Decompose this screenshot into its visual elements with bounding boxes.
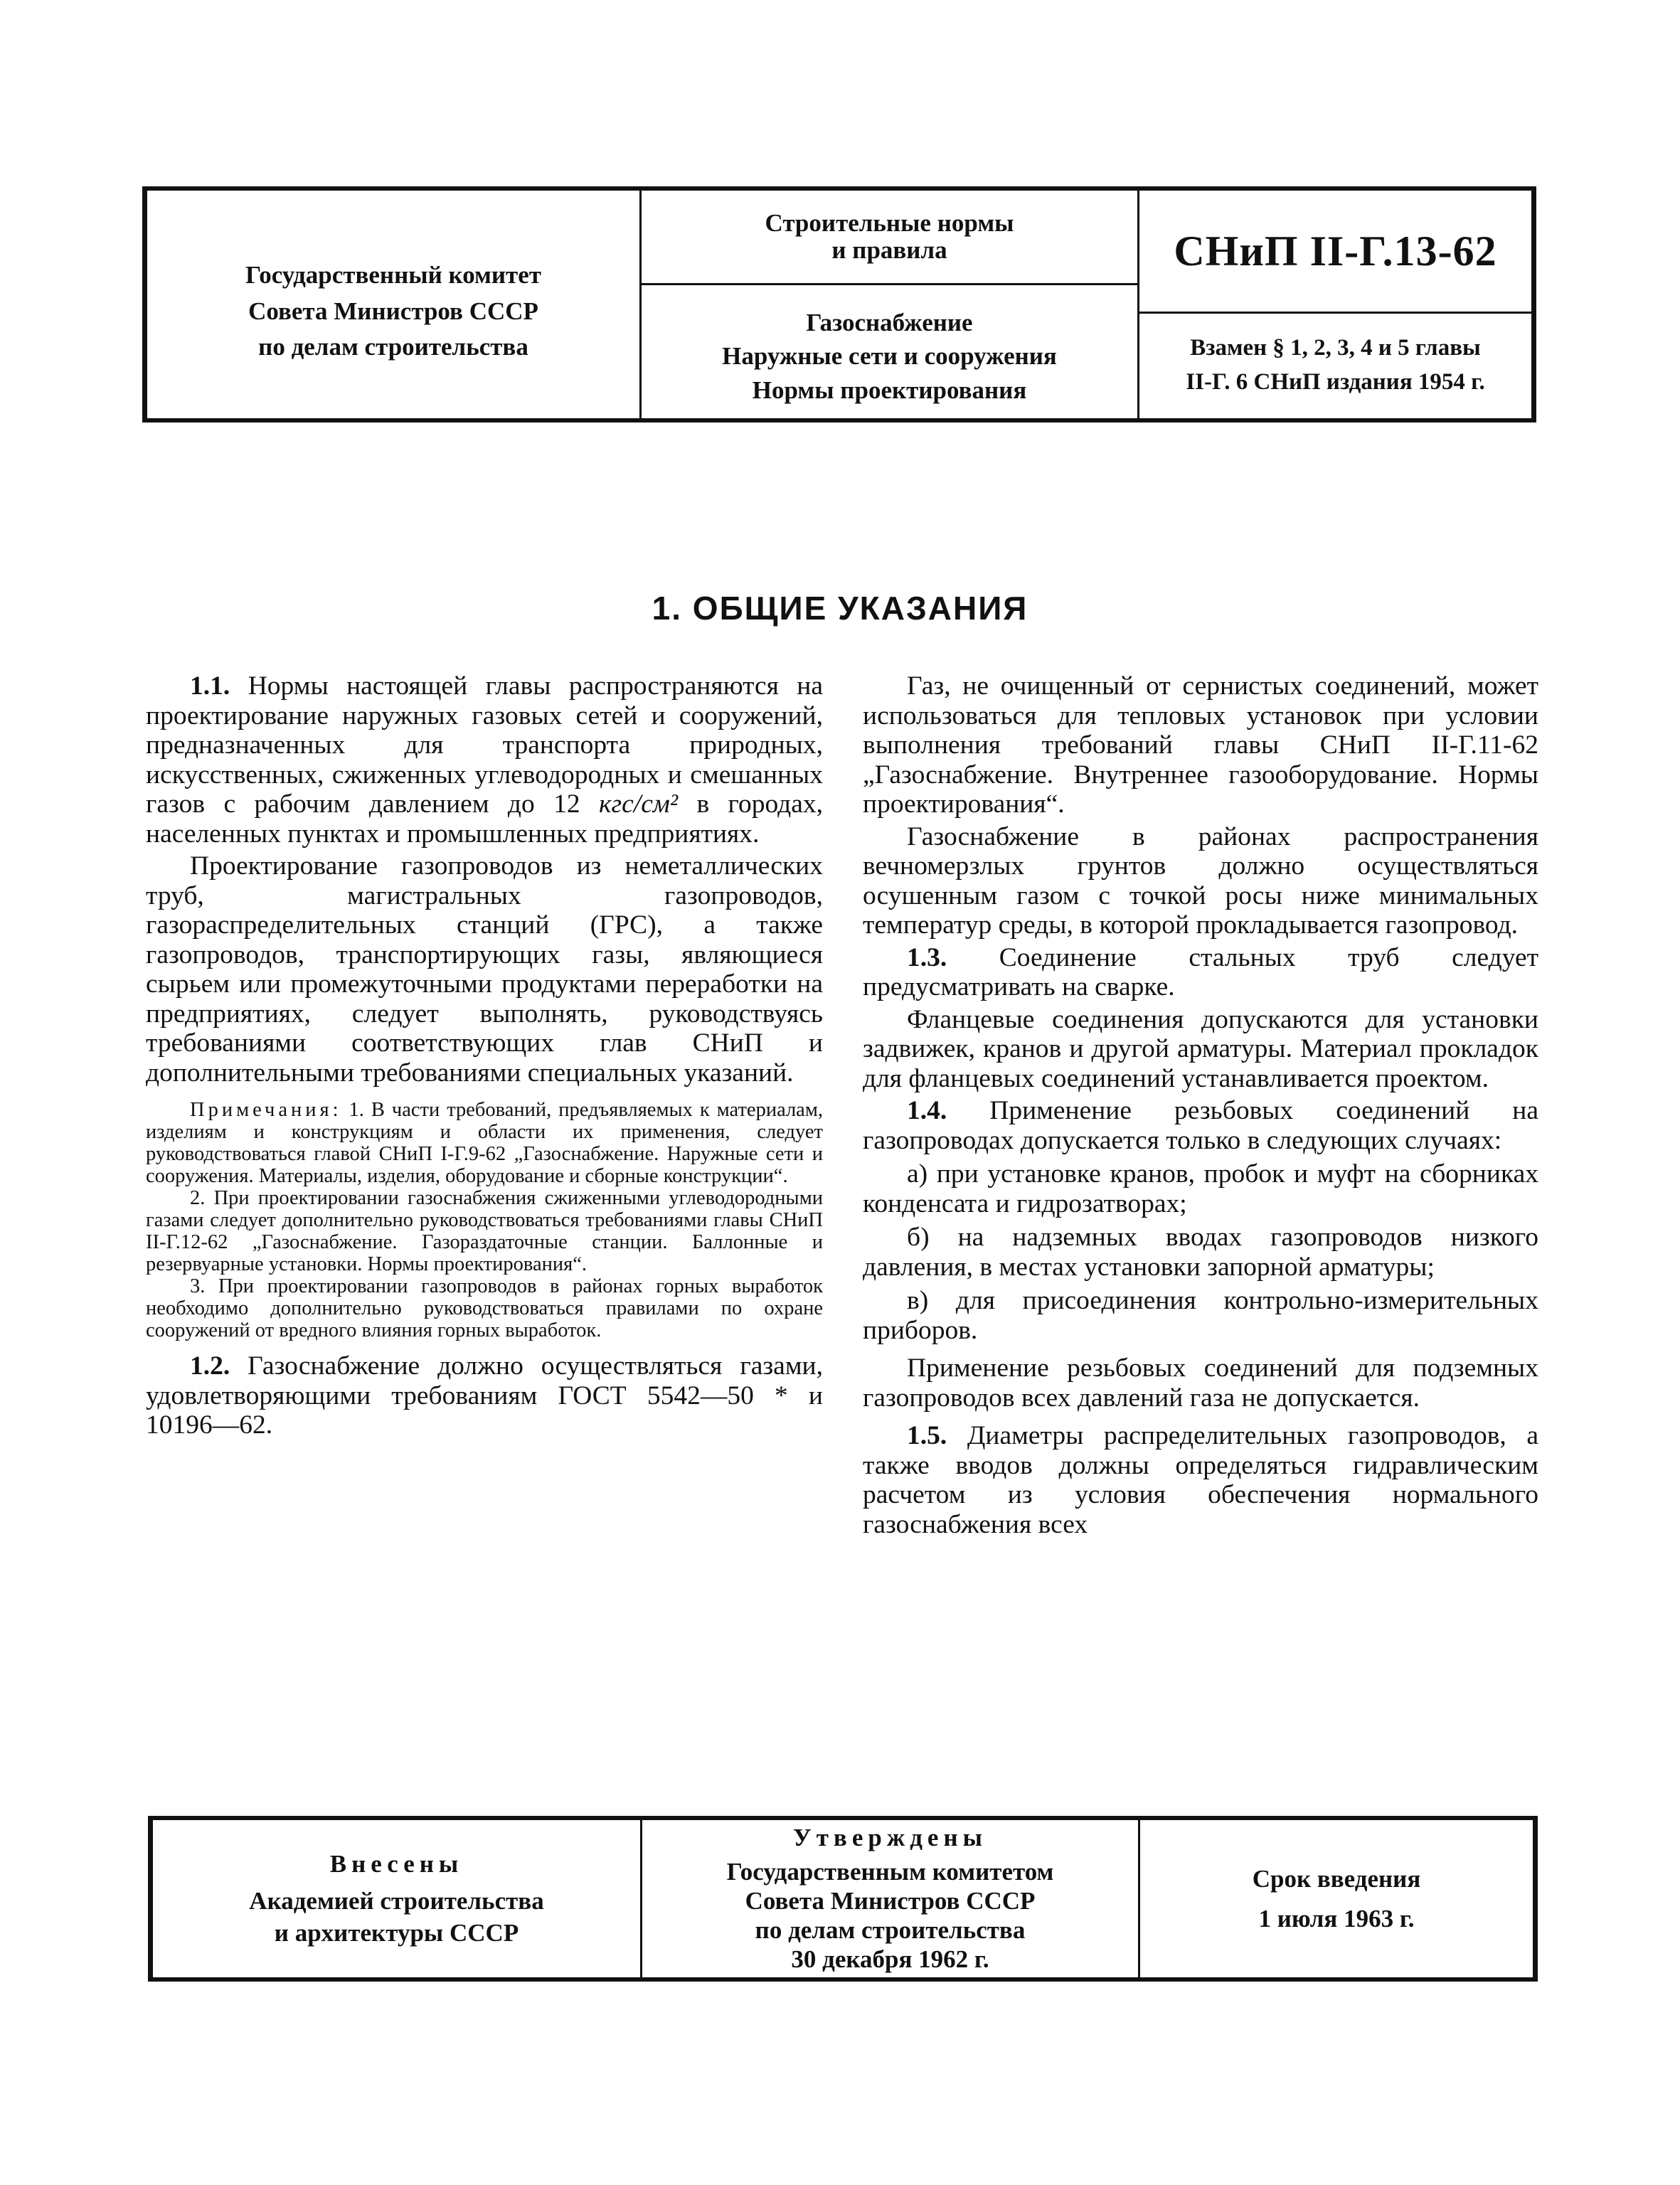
doc-type-line: Строительные нормы [765, 208, 1014, 237]
clause-text: Газоснабжение должно осуществляться газами, удовлетворяющими требованиям ГОСТ 5542—50 * и 10196—62. [146, 1351, 823, 1440]
right-column [863, 671, 1538, 1539]
submitted-by-cell [153, 1820, 640, 1977]
notes-label: Примечания: [190, 1099, 342, 1121]
paragraph: Фланцевые соединения допускаются для установки задвижек, кранов и другой арматуры. Материал прокладок для фланцевых соединений устанавливается проектом. [863, 1004, 1538, 1093]
clause-1-4 [863, 1096, 1538, 1155]
effective-label: Срок введения [1252, 1864, 1421, 1893]
clause-1-1 [146, 671, 823, 849]
note-3: 3. При проектировании газопроводов в районах горных выработок необходимо дополнительно руководствоваться правилами по охране сооружений от вредного влияния горных выработок. [146, 1275, 823, 1341]
clause-1-5 [863, 1421, 1538, 1539]
paragraph: Применение резьбовых соединений для подземных газопроводов всех давлений газа не допускается. [863, 1354, 1538, 1413]
document-subject [642, 296, 1137, 417]
document-code-cell [1139, 191, 1531, 312]
clause-number: 1.2. [190, 1351, 230, 1381]
clause-1-2 [146, 1351, 823, 1440]
note-text: 1. В части требований, предъявляемых к материалам, изделиям и конструкциям и области их применения, следует руководствоваться главой СНиП I-Г.9-62 „Газоснабжение. Наружные сети и сооружения. Материалы, изделия, оборудование и сборные конструкции“. [146, 1099, 823, 1187]
doc-type-line: и правила [831, 236, 947, 264]
replaces-line: Взамен § 1, 2, 3, 4 и 5 главы [1190, 335, 1481, 361]
effective-date-cell [1140, 1820, 1533, 1977]
section-title: 1. ОБЩИЕ УКАЗАНИЯ [652, 590, 1028, 627]
subject-line: Наружные сети и сооружения [722, 342, 1057, 371]
replaces-line: II-Г. 6 СНиП издания 1954 г. [1186, 369, 1485, 395]
paragraph: Газ, не очищенный от сернистых соединений, может использоваться для тепловых установок при условии выполнения требований главы СНиП II-Г.11-62 „Газоснабжение. Внутреннее газооборудование. Нормы проектирования“. [863, 671, 1538, 819]
authority-line: Государственный комитет [245, 260, 541, 289]
replaces-cell [1139, 314, 1531, 418]
document-code: СНиП II-Г.13-62 [1174, 227, 1497, 275]
approved-line: по делам строительства [755, 1916, 1026, 1945]
subject-line: Газоснабжение [806, 309, 973, 337]
clause-number: 1.5. [907, 1421, 947, 1450]
clause-number: 1.1. [190, 671, 230, 701]
list-item: в) для присоединения контрольно-измерительных приборов. [863, 1286, 1538, 1345]
authority-line: Совета Министров СССР [248, 297, 538, 325]
list-item: б) на надземных вводах газопроводов низкого давления, в местах установки запорной арматуры; [863, 1223, 1538, 1282]
clause-text: Нормы настоящей главы распространяются на проектирование наружных газовых сетей и сооружений, предназначенных для транспорта природных, искусственных, сжиженных углеводородных и смешанных газов с рабочим давлением до 12 [146, 671, 823, 819]
issuing-authority [147, 205, 639, 418]
document-type [642, 198, 1137, 276]
approved-line: Государственным комитетом [726, 1857, 1054, 1886]
header-divider-mid [642, 283, 1137, 285]
approved-line: Совета Министров СССР [745, 1886, 1036, 1915]
submitted-label: Внесены [329, 1850, 464, 1878]
paragraph: Проектирование газопроводов из неметаллических труб, магистральных газопроводов, газораспределительных станций (ГРС), а также газопроводов, транспортирующих газы, являющиеся сырьем или промежуточными продуктами переработки на предприятиях, следует выполнять, руководствуясь требованиями соответствующих глав СНиП и дополнительными требованиями специальных указаний. [146, 851, 823, 1088]
note-1 [146, 1099, 823, 1187]
clause-number: 1.4. [907, 1096, 947, 1125]
authority-line: по делам строительства [258, 333, 528, 361]
subject-line: Нормы проектирования [752, 376, 1027, 404]
clause-text: Применение резьбовых соединений на газопроводах допускается только в следующих случаях: [863, 1096, 1538, 1155]
approved-date: 30 декабря 1962 г. [791, 1945, 989, 1974]
approved-by-cell [642, 1820, 1138, 1977]
clause-text: Соединение стальных труб следует предусматривать на сварке. [863, 942, 1538, 1001]
clause-1-3 [863, 943, 1538, 1002]
pressure-unit: кгс/см² [599, 790, 679, 819]
clause-text: Диаметры распределительных газопроводов, а также вводов должны определяться гидравлическим расчетом из условия обеспечения нормального газоснабжения всех [863, 1421, 1538, 1539]
header-table [142, 186, 1536, 422]
notes [146, 1099, 823, 1341]
submitted-line: и архитектуры СССР [274, 1919, 519, 1947]
submitted-line: Академией строительства [249, 1886, 544, 1915]
approved-label: Утверждены [793, 1824, 987, 1852]
left-column [146, 671, 823, 1440]
clause-number: 1.3. [907, 942, 947, 972]
note-2: 2. При проектировании газоснабжения сжиженными углеводородными газами следует дополнительно руководствоваться требованиями главы СНиП II-Г.12-62 „Газоснабжение. Газораздаточные станции. Баллонные и резервуарные установки. Нормы проектирования“. [146, 1187, 823, 1275]
effective-date: 1 июля 1963 г. [1258, 1904, 1415, 1933]
footer-table [148, 1816, 1538, 1982]
list-item: а) при установке кранов, пробок и муфт на сборниках конденсата и гидрозатворах; [863, 1159, 1538, 1218]
paragraph: Газоснабжение в районах распространения вечномерзлых грунтов должно осуществляться осушенным газом с точкой росы ниже минимальных температур среды, в которой прокладывается газопровод. [863, 822, 1538, 940]
clause-text: в городах, населенных пунктах и промышленных предприятиях. [146, 790, 823, 849]
